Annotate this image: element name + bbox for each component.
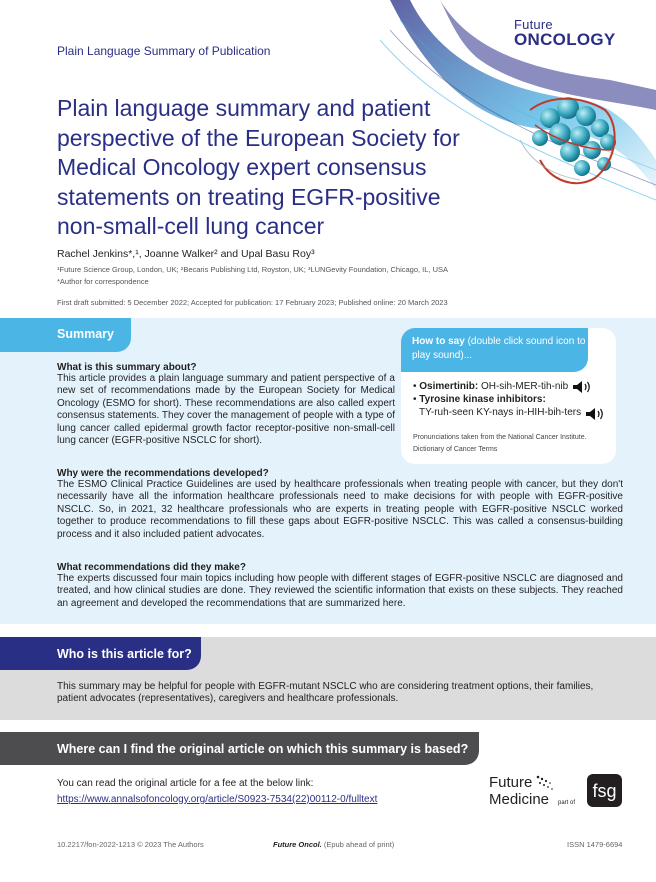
logo-medicine-text: Medicine — [489, 791, 550, 808]
how-to-say-box — [401, 328, 616, 464]
logo-future-text: Future — [489, 774, 533, 791]
q1-heading: What is this summary about? — [57, 362, 197, 373]
term-pronunciation: TY-ruh-seen KY-nays in-HIH-bih-ters — [419, 407, 582, 419]
how-to-say-title: How to say — [412, 336, 465, 347]
how-to-say-instruction: (double click sound icon to play sound)... — [412, 336, 586, 361]
affiliations-block — [57, 264, 617, 288]
future-medicine-logo — [489, 772, 624, 810]
logo-fsg-text: fsg — [592, 781, 617, 801]
where-section-body — [57, 776, 377, 808]
sound-icon[interactable] — [572, 380, 592, 394]
pronunciation-item: • Tyrosine kinase inhibitors: TY-ruh-seen KY-nays in-HIH-bih-ters — [413, 394, 613, 421]
footer-journal-name: Future Oncol. — [273, 840, 322, 849]
pronunciation-list — [413, 380, 613, 421]
brand-oncology-text: ONCOLOGY — [514, 30, 616, 49]
brand-future-text: Future — [514, 17, 553, 32]
footer-doi: 10.2217/fon-2022-1213 © 2023 The Authors — [57, 840, 204, 849]
where-text: You can read the original article for a fee at the below link: — [57, 778, 314, 789]
summary-section-tab: Summary — [0, 318, 131, 352]
pronunciation-item: • Osimertinib: OH-sih-MER-tih-nib — [413, 380, 613, 394]
journal-brand-logo — [514, 18, 616, 48]
footer-issn: ISSN 1479-6694 — [567, 840, 623, 849]
how-to-say-heading — [401, 328, 588, 372]
logo-part-of-text: part of — [558, 800, 576, 806]
author-list: Rachel Jenkins*,¹, Joanne Walker² and Upal Basu Roy³ — [57, 248, 315, 260]
article-title: Plain language summary and patient perspective of the European Society for Medical Oncology expert consensus statements on treating EGFR-positive non-small-cell lung cancer — [57, 95, 460, 239]
footer-journal — [273, 840, 394, 849]
where-section-tab: Where can I find the original article on which this summary is based? — [0, 732, 479, 765]
term-pronunciation: OH-sih-MER-tih-nib — [480, 380, 569, 392]
q2-text: The ESMO Clinical Practice Guidelines are used by healthcare professionals when treating people with cancer, but they don't necessarily have all the information healthcare professionals need to make decisions for with people with EGFR-positive NSCLC. So, in 2021, 32 healthcare professionals who are experts in treating people with EGFR-positive NSCLC worked together to produce recommendations to fill these gaps about EGFR-positive NSCLC. This was called a consensus-building process and it also included patient advocates. — [57, 479, 623, 540]
term-label: Tyrosine kinase inhibitors: — [419, 394, 546, 405]
summary-q2 — [57, 468, 623, 541]
q3-heading: What recommendations did they make? — [57, 562, 246, 573]
who-section-tab: Who is this article for? — [0, 637, 201, 670]
sound-icon[interactable] — [585, 407, 605, 421]
correspondence-note: *Author for correspondence — [57, 277, 149, 286]
dots-icon — [537, 776, 553, 790]
original-article-link[interactable]: https://www.annalsofoncology.org/article/S0923-7534(22)00112-0/fulltext — [57, 794, 378, 805]
q2-heading: Why were the recommendations developed? — [57, 468, 269, 479]
term-label: Osimertinib: — [419, 380, 479, 392]
q3-text: The experts discussed four main topics including how people with different stages of EGFR-positive NSCLC are diagnosed and treated, and how clinical studies are done. They reviewed the scientific information that exists on these subjects. They reached an agreement and developed the recommendations that are summarized here. — [57, 573, 623, 609]
who-text: This summary may be helpful for people with EGFR-mutant NSCLC who are considering treatment options, their families, patient advocates (representatives), caregivers and healthcare professionals. — [57, 681, 594, 705]
publication-dates: First draft submitted: 5 December 2022; Accepted for publication: 17 February 2023; Published online: 20 March 2023 — [57, 298, 448, 307]
q1-text: This article provides a plain language summary and patient perspective of a new set of recommendations made by the European Society for Medical Oncology (ESMO for short). These recommendations are also called expert consensus statements. They cover the management of people with a type of lung cancer called epidermal growth factor receptor-positive non-small-cell lung cancer (EGFR-positive NSCLC for short). — [57, 373, 395, 447]
affiliations: ¹Future Science Group, London, UK; ²Becaris Publishing Ltd, Royston, UK; ³LUNGevity Foundation, Chicago, IL, USA — [57, 265, 449, 274]
publication-type-label: Plain Language Summary of Publication — [57, 44, 271, 58]
footer-journal-status: (Epub ahead of print) — [321, 840, 395, 849]
summary-q3 — [57, 562, 623, 610]
summary-q1 — [57, 362, 395, 447]
pronunciation-source-note: Pronunciations taken from the National Cancer Institute. Dictionary of Cancer Terms — [413, 434, 587, 453]
